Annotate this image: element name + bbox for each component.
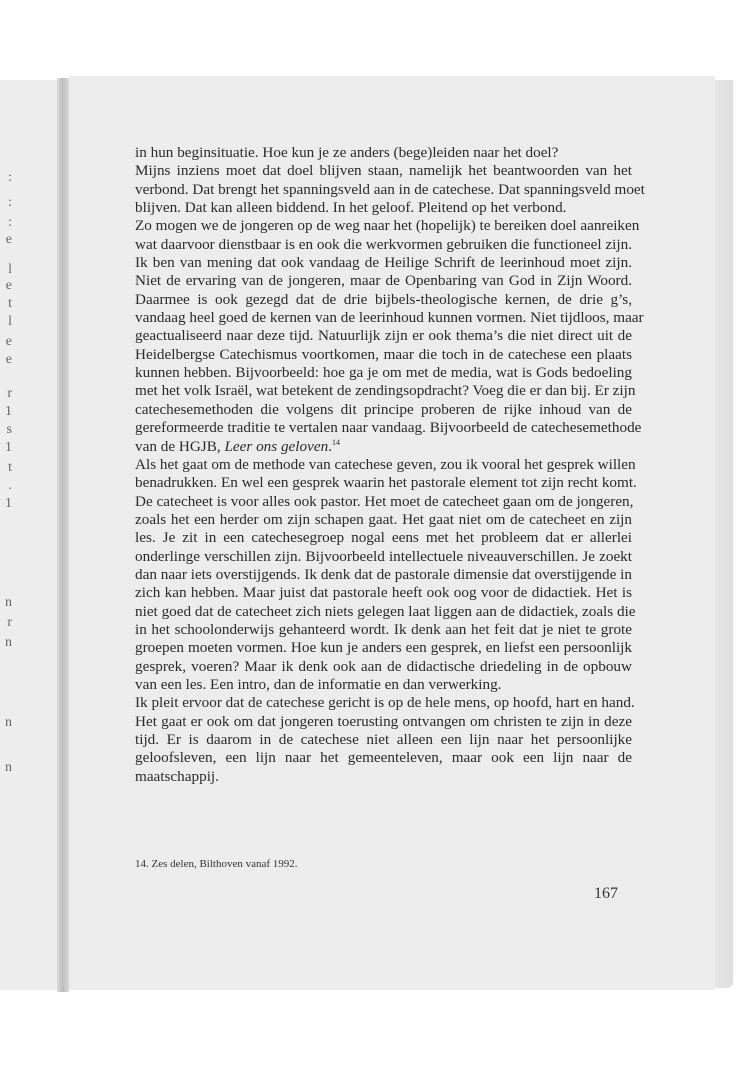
line-text: maatschappij. <box>135 767 219 785</box>
line-text: kunnen hebben. Bijvoorbeeld: hoe ga je om met de media, wat is Gods bedoeling <box>135 364 632 382</box>
line-text: vandaag heel goed de kernen van de leerinhoud kunnen vormen. Niet tijdloos, maar <box>135 309 644 327</box>
previous-page-text-fragment: e <box>5 232 12 247</box>
previous-page-text-fragment: e <box>5 278 12 293</box>
text-line <box>135 676 632 694</box>
footnote: 14. Zes delen, Bilthoven vanaf 1992. <box>135 858 298 870</box>
text-line <box>135 199 632 217</box>
text-line <box>135 438 632 456</box>
line-text: Ik ben van mening dat ook vandaag de Heilige Schrift de leerinhoud moet zijn. <box>135 254 632 272</box>
text-line <box>135 346 632 364</box>
book-spine <box>57 78 69 992</box>
previous-page-text-fragment: n <box>5 595 12 610</box>
text-line <box>135 529 632 547</box>
line-text: Mijns inziens moet dat doel blijven staan, namelijk het beantwoorden van het <box>135 162 632 180</box>
previous-page-text-fragment: l <box>8 262 12 277</box>
text-line <box>135 382 636 400</box>
text-line <box>135 584 632 602</box>
text-line <box>135 401 632 419</box>
line-text: gereformeerde traditie te vertalen naar vandaag. Bijvoorbeeld de catechesemethode <box>135 419 642 437</box>
text-line <box>135 694 635 712</box>
text-line <box>135 566 632 584</box>
previous-page-text-fragment: 1 <box>5 496 12 511</box>
text-line <box>135 639 632 657</box>
page-number: 167 <box>594 885 618 902</box>
text-line <box>135 548 632 566</box>
previous-page-text-fragment: s <box>6 422 12 437</box>
previous-page-text-fragment: : <box>8 215 12 230</box>
line-text: geactualiseerd naar deze tijd. Natuurlijk zijn er ook thema’s die niet direct uit de <box>135 327 632 345</box>
line-suffix: . <box>328 437 332 455</box>
line-text: wat daarvoor dienstbaar is en ook die werkvormen gebruiken die functioneel zijn. <box>135 235 632 253</box>
line-text: verbond. Dat brengt het spanningsveld aan in de catechese. Dat spanningsveld moet <box>135 180 645 198</box>
previous-page-text-fragment: 1 <box>5 440 12 455</box>
text-line <box>135 511 632 529</box>
previous-page-text-fragment: t <box>8 460 12 475</box>
text-line <box>135 254 632 272</box>
line-text: benadrukken. En wel een gesprek waarin het pastorale element tot zijn recht komt. <box>135 474 637 492</box>
book-title: Leer ons geloven <box>224 437 329 455</box>
previous-page-text-fragment: e <box>5 352 12 367</box>
text-line <box>135 713 632 731</box>
line-text: zich kan hebben. Maar juist dat pastorale heeft ook oog voor de didactiek. Het is <box>135 584 632 602</box>
text-line <box>135 144 632 162</box>
text-line <box>135 493 632 511</box>
line-text: in het schoolonderwijs gehanteerd wordt. Ik denk aan het feit dat je niet te grote <box>135 620 632 638</box>
previous-page-text-fragment: r <box>7 386 12 401</box>
line-text: onderlinge verschillen zijn. Bijvoorbeeld intellectuele niveauverschillen. Je zoekt <box>135 547 632 565</box>
line-text: dan naar iets overstijgends. Ik denk dat de pastorale dimensie dat overstijgende in <box>135 565 632 583</box>
text-line <box>135 327 632 345</box>
text-line <box>135 180 645 199</box>
previous-page-text-fragment: e <box>5 334 12 349</box>
text-line <box>135 731 632 749</box>
text-line <box>135 621 632 639</box>
line-text: in hun beginsituatie. Hoe kun je ze anders (bege)leiden naar het doel? <box>135 144 559 161</box>
line-text: catechesemethoden die volgens dit principe proberen de rijke inhoud van de <box>135 400 632 418</box>
footnote-reference[interactable]: 14 <box>332 437 340 447</box>
text-line <box>135 474 637 492</box>
line-text: les. Je zit in een catechesegroep nogal eens met het probleem dat er allerlei <box>135 529 632 547</box>
line-text: geloofsleven, een lijn naar het gemeenteleven, maar ook een lijn naar de <box>135 749 632 767</box>
previous-page-text-fragment: 1 <box>5 404 12 419</box>
previous-page-text-fragment: . <box>8 478 12 493</box>
text-line <box>135 291 632 309</box>
text-line <box>135 236 632 254</box>
line-text: Het gaat er ook om dat jongeren toerusting ontvangen om christen te zijn in deze <box>135 712 632 730</box>
text-line <box>135 364 632 382</box>
text-line <box>135 217 640 235</box>
text-line <box>135 419 642 437</box>
text-line <box>135 602 636 621</box>
line-text: Daarmee is ook gezegd dat de drie bijbels-theologische kernen, de drie g’s, <box>135 290 632 308</box>
previous-page-text-fragment: t <box>8 296 12 311</box>
line-text: tijd. Er is daarom in de catechese niet alleen een lijn naar het persoonlijke <box>135 731 632 748</box>
previous-page-text-fragment: : <box>8 195 12 210</box>
previous-page-text-fragment: n <box>5 635 12 650</box>
line-text: Niet de ervaring van de jongeren, maar de Openbaring van God in Zijn Woord. <box>135 272 632 290</box>
body-text <box>135 144 645 786</box>
line-text: groepen moeten vormen. Hoe kun je anders een gesprek, en liefst een persoonlijk <box>135 639 632 657</box>
previous-page-text-fragment: n <box>5 760 12 775</box>
line-text: met het volk Israël, wat betekent de zendingsopdracht? Voeg die er dan bij. Er zijn <box>135 382 636 400</box>
line-text: van een les. Een intro, dan de informatie en dan verwerking. <box>135 675 502 693</box>
page-stack-edge <box>715 80 733 988</box>
line-text: Heidelbergse Catechismus voortkomen, maar die toch in de catechese een plaats <box>135 345 632 363</box>
line-text: gesprek, voeren? Maar ik denk ook aan de didactische driedeling in de opbouw <box>135 657 632 675</box>
line-text: blijven. Dat kan alleen biddend. In het geloof. Pleitend op het verbond. <box>135 199 567 217</box>
previous-page-edge <box>0 80 58 990</box>
previous-page-text-fragment: r <box>7 615 12 630</box>
text-line <box>135 658 632 676</box>
previous-page-text-fragment: l <box>8 314 12 329</box>
line-text: De catecheet is voor alles ook pastor. Het moet de catecheet gaan om de jongeren, <box>135 492 634 510</box>
line-text: Zo mogen we de jongeren op de weg naar het (hopelijk) te bereiken doel aanreiken <box>135 217 640 235</box>
line-text: Als het gaat om de methode van catechese geven, zou ik vooral het gesprek willen <box>135 455 636 473</box>
line-text: zoals het een herder om zijn schapen gaat. Het gaat niet om de catecheet en zijn <box>135 510 632 528</box>
line-text: van de HGJB, <box>135 437 225 455</box>
previous-page-text-fragment: : <box>8 170 12 185</box>
previous-page-text-fragment: n <box>5 715 12 730</box>
text-line <box>135 272 632 290</box>
text-line <box>135 455 636 474</box>
text-line <box>135 749 632 767</box>
text-line <box>135 309 644 327</box>
line-text: niet goed dat de catecheet zich niets gelegen laat liggen aan de didactiek, zoals die <box>135 602 636 620</box>
text-line <box>135 162 632 180</box>
line-text: Ik pleit ervoor dat de catechese gericht is op de hele mens, op hoofd, hart en hand. <box>135 694 635 712</box>
text-line <box>135 768 632 786</box>
